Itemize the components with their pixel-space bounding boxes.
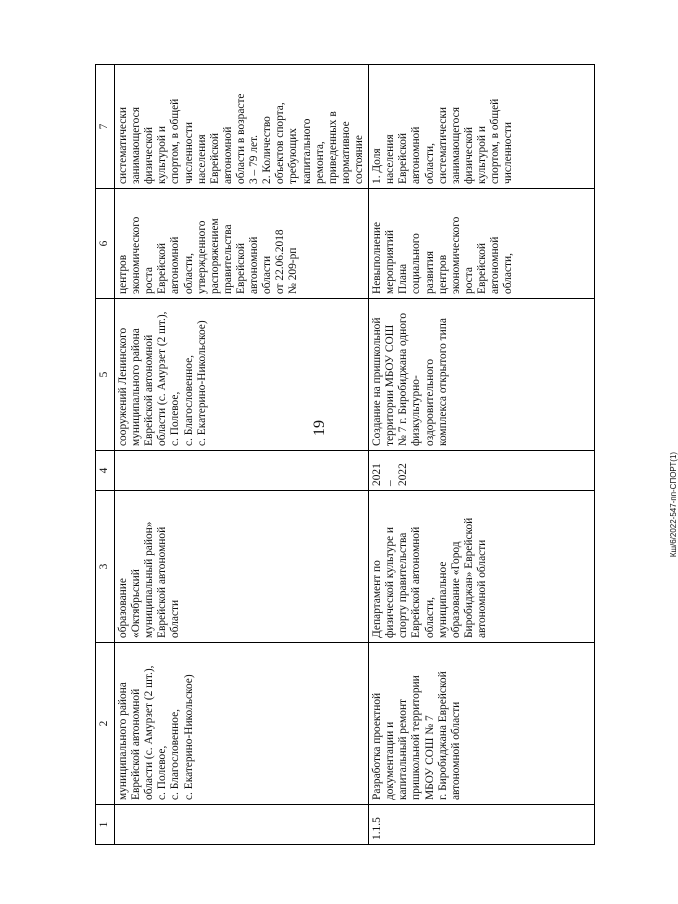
table-row bbox=[115, 65, 369, 845]
header-col-1: 1 bbox=[96, 805, 115, 845]
cell-result: Создание на пришкольной территории МБОУ СОШ № 7 г. Биробиджана одного физкультурно- оздоровительного комплекса открытого типа bbox=[369, 299, 595, 451]
cell-name: муниципального района Еврейской автономной области (с. Амурзет (2 шт.), с. Полевое, с. Благословенное, с. Екатерино-Никольское) bbox=[115, 643, 369, 805]
header-col-5: 5 bbox=[96, 299, 115, 451]
cell-executor: Департамент по физической культуре и спорту правительства Еврейской автономной области, муниципальное образование «Город Биробиджан» Еврейской автономной области bbox=[369, 491, 595, 643]
cell-number bbox=[115, 805, 369, 845]
table-row bbox=[369, 65, 595, 845]
header-col-7: 7 bbox=[96, 65, 115, 189]
header-col-2: 2 bbox=[96, 643, 115, 805]
cell-indicators: 1. Доля населения Еврейской автономной области, систематически занимающегося физической культурой и спортом, в общей численности bbox=[369, 65, 595, 189]
document-code: Кш/6/2022-547-пп-СПОРТ(1) bbox=[668, 451, 678, 558]
cell-consequences: центров экономического роста Еврейской автономной области, утвержденного распоряжением правительства Еврейской автономной области от 22.06.2018 № 209-рп bbox=[115, 189, 369, 299]
header-row bbox=[96, 65, 115, 845]
cell-consequences: Невыполнение мероприятий Плана социального развития центров экономического роста Еврейской автономной области, bbox=[369, 189, 595, 299]
header-col-6: 6 bbox=[96, 189, 115, 299]
cell-name: Разработка проектной документации и капитальный ремонт пришкольной территории МБОУ СОШ № 7 г. Биробиджана Еврейской автономной области bbox=[369, 643, 595, 805]
cell-period bbox=[115, 451, 369, 491]
measures-table-container bbox=[95, 65, 595, 845]
measures-table bbox=[95, 64, 595, 845]
cell-period: 2021 – 2022 bbox=[369, 451, 595, 491]
header-col-3: 3 bbox=[96, 491, 115, 643]
cell-result: сооружений Ленинского муниципального района Еврейской автономной области (с. Амурзет (2 шт.), с. Полевое, с. Благословенное, с. Екатерино-Никольское) bbox=[115, 299, 369, 451]
cell-number: 1.1.5 bbox=[369, 805, 595, 845]
page-number: 19 bbox=[311, 420, 328, 436]
header-col-4: 4 bbox=[96, 451, 115, 491]
cell-indicators: систематически занимающегося физической культурой и спортом, в общей численности населения Еврейской автономной области в возрасте 3 – 79 лет. 2. Количество объектов спорта, требующих капитального ремонта, приведенных в нормативное состояние bbox=[115, 65, 369, 189]
cell-executor: образование «Октябрьский муниципальный район» Еврейской автономной области bbox=[115, 491, 369, 643]
